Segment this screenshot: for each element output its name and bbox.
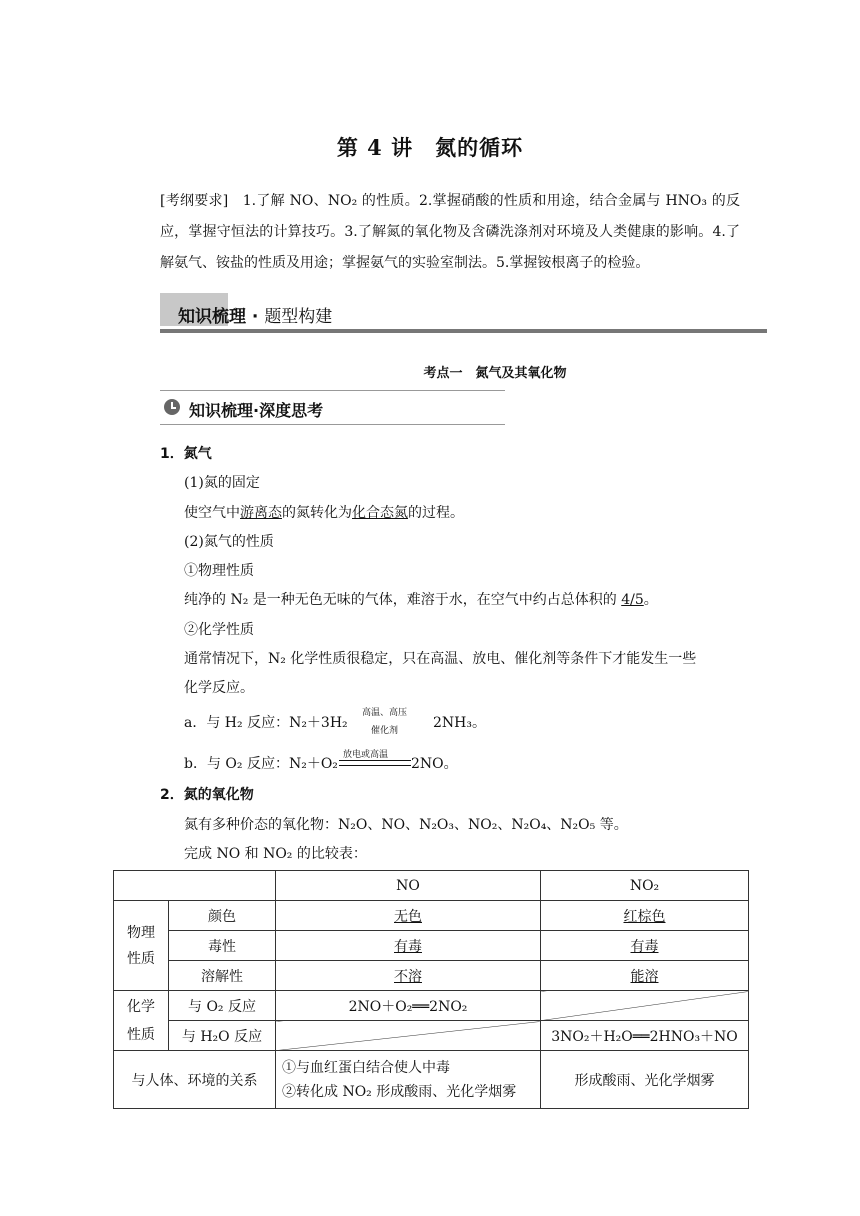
reaction-a-condition-top: 高温、高压 — [362, 708, 408, 718]
physical-group-label — [114, 901, 169, 991]
topic-heading: 考点一 氮气及其氧化物 — [423, 366, 567, 381]
color-no: 无色 — [276, 901, 541, 931]
environment-no — [276, 1051, 541, 1109]
table-row — [114, 961, 749, 991]
table-corner — [114, 871, 276, 901]
answer-combined-state: 化合态氮 — [352, 505, 408, 521]
band-dot: · — [251, 307, 259, 327]
band-main: 知识梳理 — [178, 307, 246, 327]
section-band — [160, 293, 767, 333]
oxides-text: 氮有多种价态的氧化物：N₂O、NO、N₂O₃、NO₂、N₂O₄、N₂O₅ 等。 — [184, 817, 628, 833]
o2-reaction-no: 2NO＋O₂══2NO₂ — [276, 991, 541, 1021]
fixation-title: (1)氮的固定 — [184, 475, 260, 491]
physical-group-line-1: 物理 — [127, 924, 155, 941]
section-subheading — [160, 390, 505, 425]
h2o-reaction-no-empty — [276, 1021, 541, 1051]
properties-title: (2)氮气的性质 — [184, 534, 274, 550]
chemical-group-line-2: 性质 — [127, 1026, 155, 1043]
physical-group-line-2: 性质 — [127, 950, 155, 967]
fixation-text-e: 的过程。 — [408, 505, 464, 521]
physical-text-c: 。 — [643, 592, 658, 608]
color-no2: 红棕色 — [541, 901, 749, 931]
environment-no-line-2: ②转化成 NO₂ 形成酸雨、光化学烟雾 — [282, 1083, 517, 1100]
environment-no-line-1: ①与血红蛋白结合使人中毒 — [282, 1059, 450, 1076]
table-row — [114, 871, 749, 901]
chemical-text-2: 化学反应。 — [184, 680, 254, 696]
environment-label: 与人体、环境的关系 — [114, 1051, 276, 1109]
physical-text-a: 纯净的 N₂ 是一种无色无味的气体，难溶于水，在空气中约占总体积的 — [184, 592, 622, 608]
page-title: 第 4 讲 氮的循环 — [336, 135, 524, 160]
answer-fraction: 4/5 — [621, 592, 644, 608]
answer-free-state: 游离态 — [240, 505, 282, 521]
chemical-group-line-1: 化学 — [127, 998, 155, 1015]
toxicity-no: 有毒 — [276, 931, 541, 961]
band-sub: 题型构建 — [264, 307, 333, 327]
toxicity-no2: 有毒 — [541, 931, 749, 961]
fixation-text-c: 的氮转化为 — [282, 505, 352, 521]
o2-reaction-label: 与 O₂ 反应 — [169, 991, 276, 1021]
reaction-b-condition: 放电或高温 — [343, 750, 389, 760]
header-no: NO — [276, 871, 541, 901]
fixation-text — [184, 502, 464, 522]
reaction-a-condition-bottom: 催化剂 — [371, 726, 399, 736]
band-title — [178, 302, 332, 327]
environment-no2: 形成酸雨、光化学烟雾 — [541, 1051, 749, 1109]
header-no2: NO₂ — [541, 871, 749, 901]
o2-reaction-no2-empty — [541, 991, 749, 1021]
toxicity-label: 毒性 — [169, 931, 276, 961]
table-row — [114, 1021, 749, 1051]
table-row — [114, 901, 749, 931]
chemical-title: ②化学性质 — [184, 622, 254, 638]
table-row — [114, 1051, 749, 1109]
heading-nitrogen: 1．氮气 — [160, 446, 212, 462]
chemical-text-1: 通常情况下，N₂ 化学性质很稳定，只在高温、放电、催化剂等条件下才能发生一些 — [184, 651, 697, 667]
h2o-reaction-label: 与 H₂O 反应 — [169, 1021, 276, 1051]
reaction-b-lhs: b．与 O₂ 反应：N₂＋O₂ — [184, 756, 338, 772]
solubility-label: 溶解性 — [169, 961, 276, 991]
reaction-b-rhs: 2NO。 — [411, 756, 458, 772]
table-row — [114, 931, 749, 961]
solubility-no: 不溶 — [276, 961, 541, 991]
reaction-a-lhs: a．与 H₂ 反应：N₂＋3H₂ — [184, 715, 348, 731]
clock-icon — [164, 399, 180, 415]
physical-title: ①物理性质 — [184, 563, 254, 579]
table-row — [114, 991, 749, 1021]
table-intro: 完成 NO 和 NO₂ 的比较表： — [184, 846, 367, 862]
exam-requirements: [考纲要求] 1.了解 NO、NO₂ 的性质。2.掌握硝酸的性质和用途，结合金属与 HNO₃ 的反应，掌握守恒法的计算技巧。3.了解氮的氧化物及含磷洗涤剂对环境及人类健康的影响。4.了解氨气、铵盐的性质及用途；掌握氨气的实验室制法。5.掌握铵根离子的检验。 — [160, 193, 740, 271]
comparison-table — [113, 870, 749, 1109]
section-subheading-label: 知识梳理·深度思考 — [189, 401, 324, 420]
band-rule — [160, 329, 767, 333]
heading-oxides: 2．氮的氧化物 — [160, 787, 254, 803]
reaction-a-rhs: 2NH₃。 — [433, 715, 486, 731]
solubility-no2: 能溶 — [541, 961, 749, 991]
chemical-group-label — [114, 991, 169, 1051]
physical-text — [184, 589, 658, 609]
fixation-text-a: 使空气中 — [184, 505, 240, 521]
h2o-reaction-no2: 3NO₂＋H₂O══2HNO₃＋NO — [541, 1021, 749, 1051]
color-label: 颜色 — [169, 901, 276, 931]
reaction-b-equals — [339, 760, 411, 766]
